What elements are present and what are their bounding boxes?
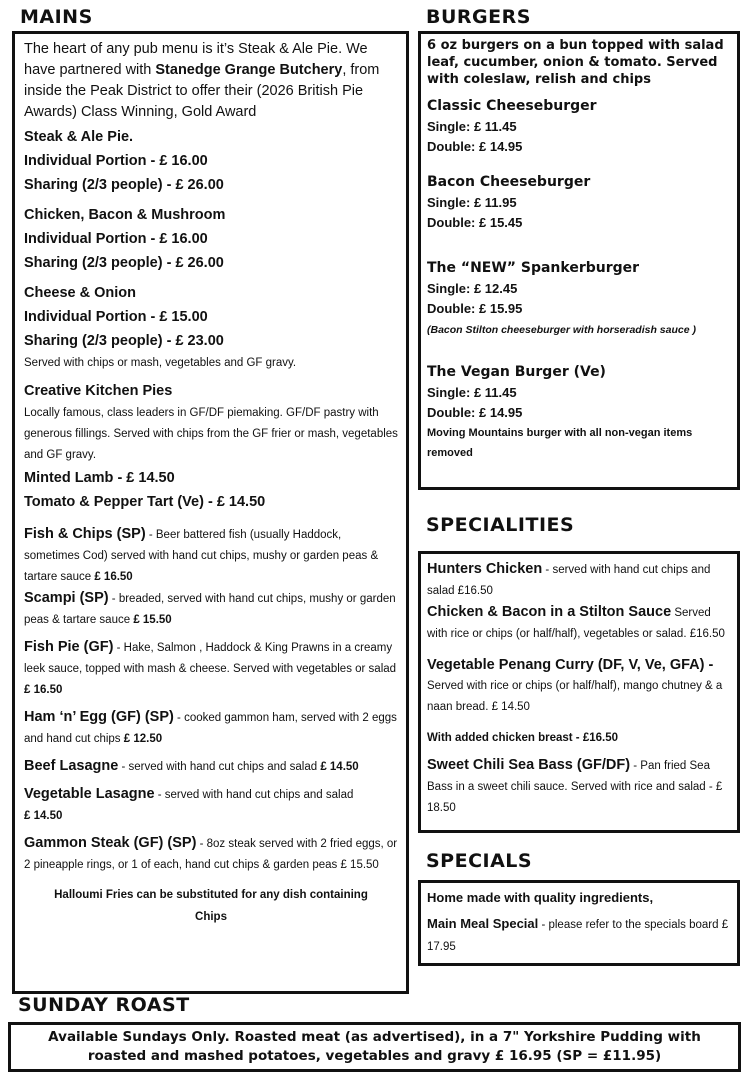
stilton-item: [427, 602, 733, 645]
main-meal-desc: - please refer to the specials board £ 17.95: [427, 919, 729, 953]
veg-lasagne-desc: - served with hand cut chips and salad: [154, 789, 354, 801]
fish-pie-item: [24, 637, 398, 701]
fish-pie-title: Fish Pie (GF): [24, 639, 114, 655]
ham-egg-price: £ 12.50: [123, 733, 163, 745]
spanker-double: Double: £ 15.95: [427, 301, 523, 316]
vegan-single: Single: £ 11.45: [427, 385, 517, 400]
specials-heading: SPECIALS: [426, 850, 533, 872]
sunday-panel: [8, 1022, 741, 1072]
vegan-title: The Vegan Burger (Ve): [427, 364, 606, 380]
steak-ale-individual: Individual Portion - £ 16.00: [24, 153, 208, 169]
ham-egg-title: Ham ‘n’ Egg (GF) (SP): [24, 709, 174, 725]
gammon-item: [24, 833, 398, 876]
fish-chips-desc: - Beer battered fish (usually Haddock, sometimes Cod) served with hand cut chips, mushy or garden peas & tartare sauce: [24, 529, 379, 583]
scampi-item: [24, 588, 398, 631]
spanker-note: (Bacon Stilton cheeseburger with horseradish sauce ): [427, 324, 696, 336]
stilton-desc: Served with rice or chips (or half/half), vegetables or salad. £16.50: [427, 607, 725, 640]
creative-kitchen-desc: Locally famous, class leaders in GF/DF piemaking. GF/DF pastry with generous fillings. Served with chips from the GF frier or mash, vegetables and GF gravy.: [24, 407, 398, 461]
mains-panel: [12, 31, 409, 994]
butcher-name: Stanedge Grange Butchery: [155, 62, 343, 78]
tomato-tart: Tomato & Pepper Tart (Ve) - £ 14.50: [24, 494, 266, 510]
beef-lasagne-desc: - served with hand cut chips and salad: [118, 761, 321, 773]
cbm-individual: Individual Portion - £ 16.00: [24, 231, 208, 247]
classic-single: Single: £ 11.45: [427, 119, 517, 134]
scampi-title: Scampi (SP): [24, 590, 109, 606]
halloumi-note: Halloumi Fries can be substituted for any dish containing Chips: [54, 889, 368, 923]
creative-kitchen-title: Creative Kitchen Pies: [24, 383, 173, 399]
veg-lasagne-item: [24, 784, 398, 827]
steak-ale-sharing: Sharing (2/3 people) - £ 26.00: [24, 177, 224, 193]
gammon-desc: - 8oz steak served with 2 fried eggs, or 2 pineapple rings, or 1 of each, hand cut chips & garden peas £ 15.50: [24, 838, 398, 871]
burgers-panel: [418, 31, 740, 490]
vegan-note: Moving Mountains burger with all non-vegan items removed: [427, 427, 693, 459]
beef-lasagne-item: [24, 756, 398, 778]
seabass-title: Sweet Chili Sea Bass (GF/DF): [427, 757, 631, 773]
veg-lasagne-title: Vegetable Lasagne: [24, 786, 155, 802]
beef-lasagne-title: Beef Lasagne: [24, 758, 119, 774]
penang-desc: Served with rice or chips (or half/half), mango chutney & a naan bread. £ 14.50: [427, 680, 723, 713]
fish-pie-price: £ 16.50: [24, 684, 63, 696]
mains-intro-b: , from inside the Peak District to offer their (2026 British Pie Awards) Class Winning, Gold Award: [24, 62, 380, 120]
beef-lasagne-price: £ 14.50: [320, 761, 359, 773]
co-individual: Individual Portion - £ 15.00: [24, 309, 208, 325]
penang-title-text: Vegetable Penang Curry (DF, V, Ve, GFA): [427, 657, 705, 673]
fish-chips-item: [24, 524, 398, 588]
sunday-text: Available Sundays Only. Roasted meat (as advertised), in a 7" Yorkshire Pudding with roasted and mashed potatoes, vegetables and gravy £ 16.95 (SP = £11.95): [48, 1029, 701, 1064]
burgers-heading: BURGERS: [426, 6, 531, 28]
pies-served-note: Served with chips or mash, vegetables and GF gravy.: [24, 357, 297, 369]
hunters-item: [427, 559, 733, 602]
spanker-title: The “NEW” Spankerburger: [427, 260, 640, 276]
specials-intro: Home made with quality ingredients,: [427, 890, 654, 905]
hunters-title: Hunters Chicken: [427, 561, 543, 577]
scampi-price: £ 15.50: [133, 614, 172, 626]
mains-heading: MAINS: [20, 6, 93, 28]
scampi-desc: - breaded, served with hand cut chips, mushy or garden peas & tartare sauce: [24, 593, 396, 626]
seabass-desc: - Pan fried Sea Bass in a sweet chili sauce. Served with rice and salad - £ 18.50: [427, 760, 723, 814]
mains-intro: [24, 39, 398, 123]
cbm-title: Chicken, Bacon & Mushroom: [24, 207, 226, 223]
bacon-single: Single: £ 11.95: [427, 195, 517, 210]
fish-pie-desc: - Hake, Salmon , Haddock & King Prawns in a creamy leek sauce, topped with mash & cheese. Served with vegetables or salad: [24, 642, 397, 675]
spanker-single: Single: £ 12.45: [427, 281, 518, 296]
penang-title: Vegetable Penang Curry (DF, V, Ve, GFA) -: [427, 657, 714, 673]
hunters-desc: - served with hand cut chips and salad £16.50: [427, 564, 711, 597]
veg-lasagne-price: £ 14.50: [24, 810, 63, 822]
ham-egg-desc: - cooked gammon ham, served with 2 eggs and hand cut chips: [24, 712, 397, 745]
main-meal-title: Main Meal Special: [427, 916, 539, 931]
classic-double: Double: £ 14.95: [427, 139, 523, 154]
ham-egg-item: [24, 707, 398, 750]
co-sharing: Sharing (2/3 people) - £ 23.00: [24, 333, 224, 349]
vegan-double: Double: £ 14.95: [427, 405, 523, 420]
bacon-title: Bacon Cheeseburger: [427, 174, 591, 190]
minted-lamb: Minted Lamb - £ 14.50: [24, 470, 175, 486]
steak-ale-title: Steak & Ale Pie.: [24, 129, 134, 145]
main-meal-special: [427, 913, 731, 958]
specials-panel: [418, 880, 740, 966]
classic-title: Classic Cheeseburger: [427, 98, 597, 114]
co-title: Cheese & Onion: [24, 285, 136, 301]
chicken-breast-addon: With added chicken breast - £16.50: [427, 732, 618, 744]
seabass-item: [427, 755, 733, 819]
fish-chips-price: £ 16.50: [94, 571, 133, 583]
mains-intro-a: The heart of any pub menu is it’s Steak & Ale Pie. We have partnered with: [24, 41, 368, 78]
gammon-title: Gammon Steak (GF) (SP): [24, 835, 197, 851]
stilton-title: Chicken & Bacon in a Stilton Sauce: [427, 604, 672, 620]
specialities-heading: SPECIALITIES: [426, 514, 575, 536]
burgers-intro: 6 oz burgers on a bun topped with salad leaf, cucumber, onion & tomato. Served with coleslaw, relish and chips: [427, 38, 724, 87]
bacon-double: Double: £ 15.45: [427, 215, 523, 230]
sunday-heading: SUNDAY ROAST: [18, 994, 190, 1016]
fish-chips-title: Fish & Chips (SP): [24, 526, 146, 542]
specialities-panel: [418, 551, 740, 833]
cbm-sharing: Sharing (2/3 people) - £ 26.00: [24, 255, 224, 271]
